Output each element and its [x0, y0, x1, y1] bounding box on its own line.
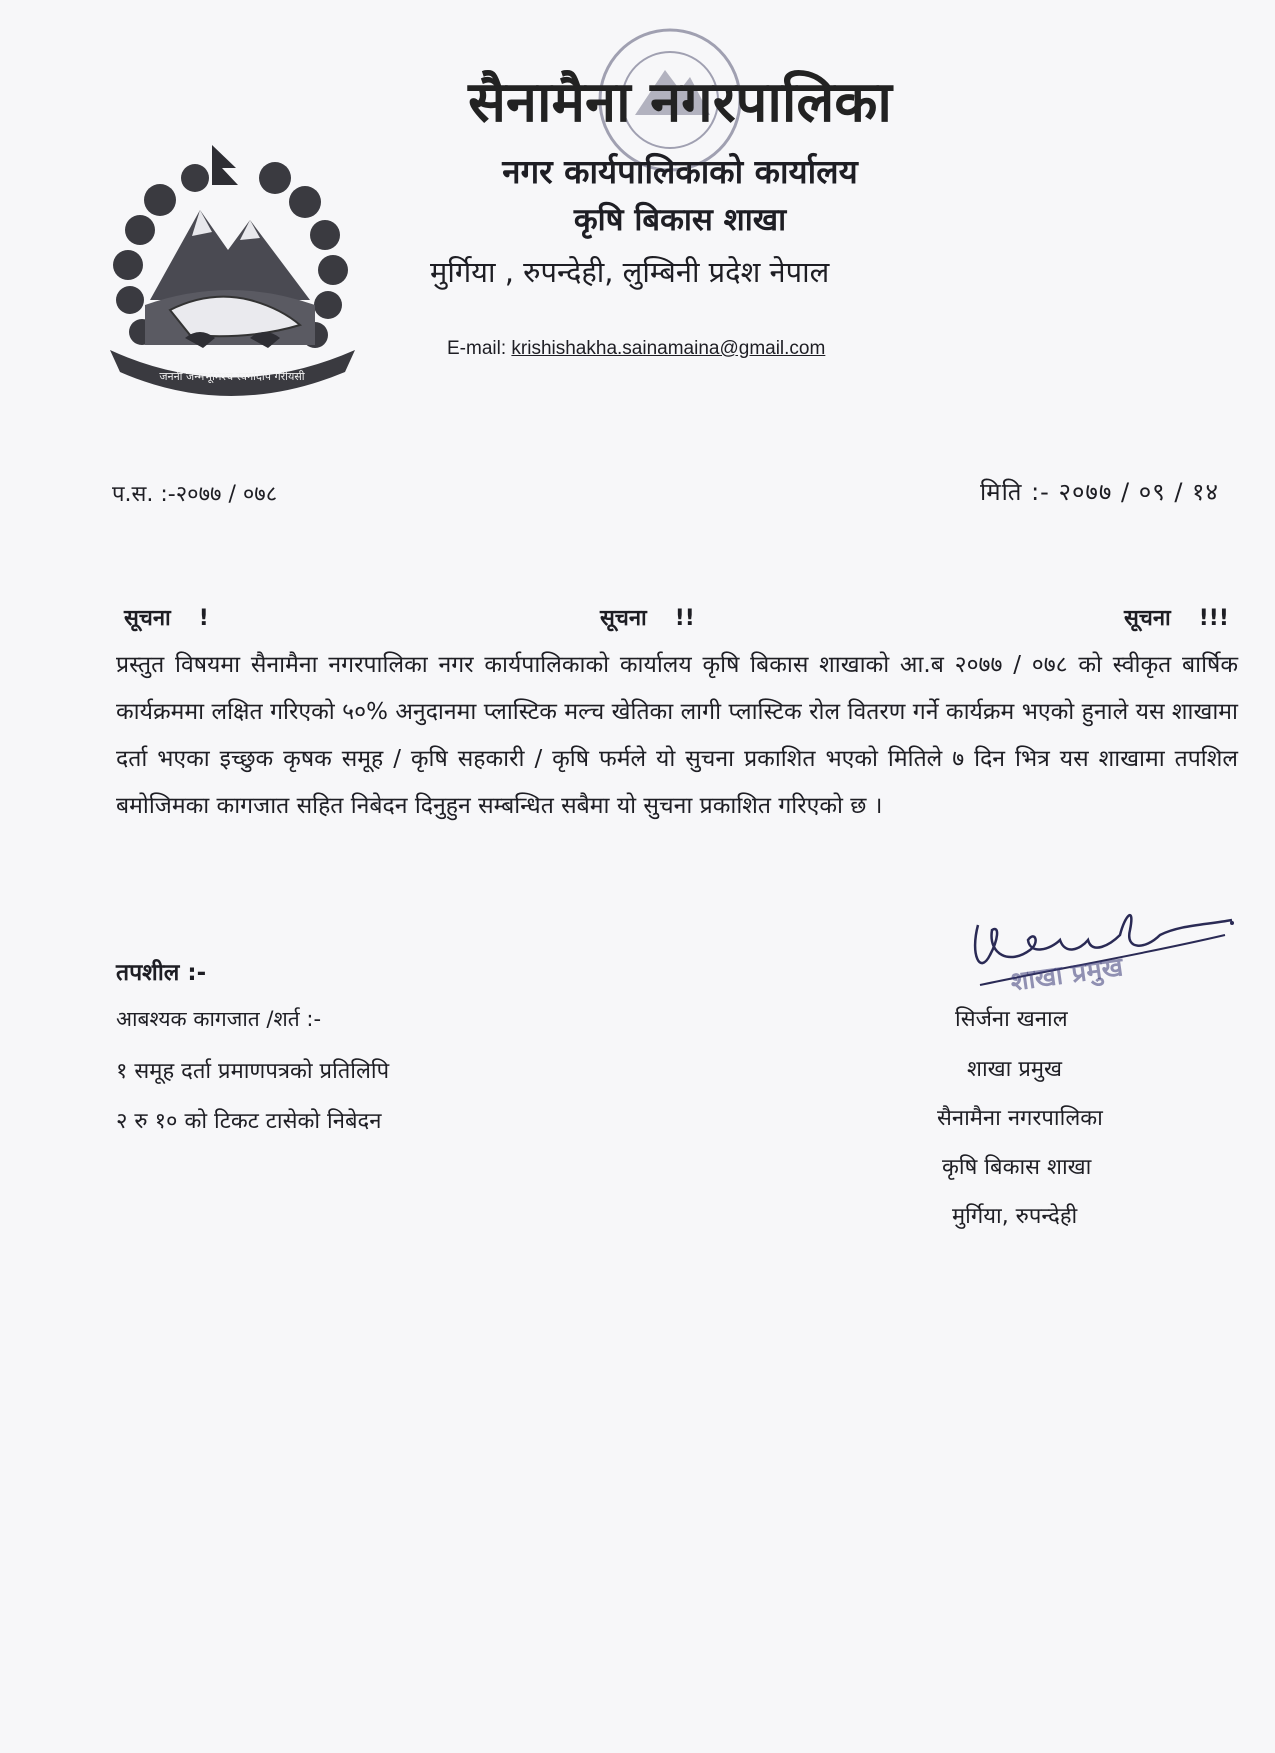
nepal-emblem-icon — [100, 140, 365, 408]
emblem-motto: जननी जन्मभूमिश्च स्वर्गादपि गरीयसी — [159, 370, 305, 383]
email-row — [447, 338, 825, 360]
branch-chief-stamp: शाखा प्रमुख — [1008, 952, 1125, 998]
notice-body: प्रस्तुत विषयमा सैनामैना नगरपालिका नगर कार्यपालिकाको कार्यालय कृषि बिकास शाखाको आ.ब २०७७ / ०७८ को स्वीकृत बार्षिक कार्यक्रममा लक्षित गरिएको ५०% अनुदानमा प्लास्टिक मल्च खेतिका लागी प्लास्टिक रोल वितरण गर्ने कार्यक्रम भएको हुनाले यस शाखामा दर्ता भएका इच्छुक कृषक समूह / कृषि सहकारी / कृषि फर्मले यो सुचना प्रकाशित भएको मितिले ७ दिन भित्र यस शाखामा तपशिल बमोजिमका कागजात सहित निबेदन दिनुहुन सम्बन्धित सबैमा यो सुचना प्रकाशित गरिएको छ । — [116, 652, 1238, 819]
signatory-name: सिर्जना खनाल — [955, 1007, 1068, 1032]
issue-date: मिति :- २०७७ / ०९ / १४ — [980, 478, 1219, 506]
notice-word: सूचना — [600, 606, 647, 631]
signatory-organization: सैनामैना नगरपालिका — [937, 1106, 1103, 1131]
notice-word: सूचना — [1124, 606, 1171, 631]
municipality-title: सैनामैना नगरपालिका — [468, 70, 892, 135]
branch-name: कृषि बिकास शाखा — [573, 202, 787, 238]
notice-heading-2 — [600, 602, 695, 632]
notice-marks: ! — [198, 606, 209, 631]
office-name: नगर कार्यपालिकाको कार्यालय — [502, 152, 858, 191]
signatory-designation: शाखा प्रमुख — [967, 1057, 1063, 1082]
reference-number: प.स. :-२०७७ / ०७८ — [112, 482, 278, 507]
requirement-item: १ समूह दर्ता प्रमाणपत्रको प्रतिलिपि — [116, 1059, 390, 1084]
details-heading: तपशील :- — [116, 960, 207, 986]
notice-heading-3 — [1124, 602, 1229, 632]
requirement-item: २ रु १० को टिकट टासेको निबेदन — [116, 1109, 382, 1134]
notice-heading-1 — [124, 602, 209, 632]
notice-marks: !!! — [1198, 606, 1229, 631]
signatory-location: मुर्गिया, रुपन्देही — [952, 1204, 1078, 1229]
notice-word: सूचना — [124, 606, 171, 631]
email-link[interactable]: krishishakha.sainamaina@gmail.com — [511, 338, 826, 359]
notice-marks: !! — [674, 606, 695, 631]
email-label: E-mail: — [447, 338, 507, 359]
office-address: मुर्गिया , रुपन्देही, लुम्बिनी प्रदेश नेपाल — [430, 255, 830, 289]
requirements-heading: आबश्यक कागजात /शर्त :- — [116, 1007, 322, 1031]
signatory-branch: कृषि बिकास शाखा — [942, 1155, 1092, 1180]
